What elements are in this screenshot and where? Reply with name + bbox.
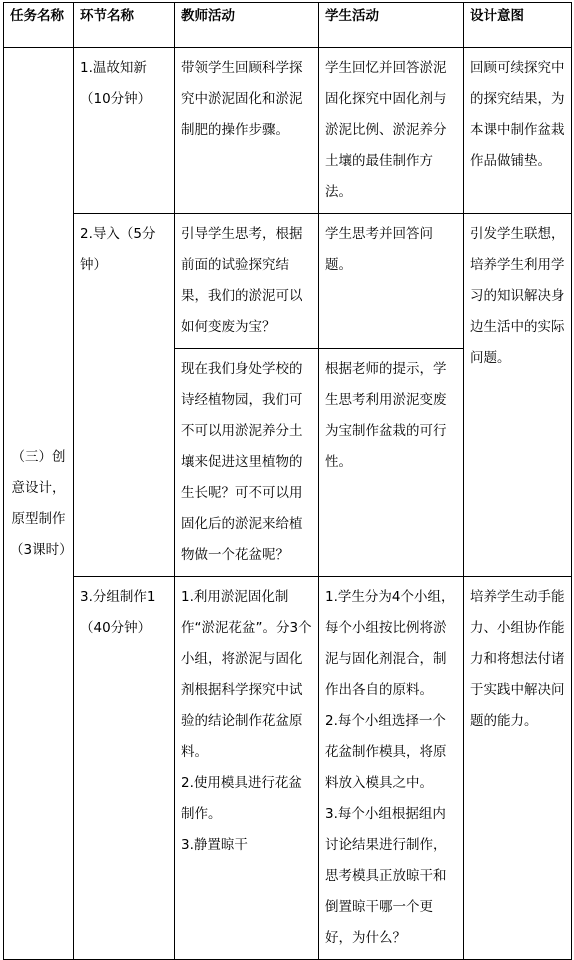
header-student-activity: 学生活动 xyxy=(319,3,464,48)
teacher-activity-cell: 现在我们身处学校的诗经植物园，我们可不可以用淤泥养分土壤来促进这里植物的生长呢？可不可以用固化后的淤泥来给植物做一个花盆呢？ xyxy=(175,349,319,577)
design-intent-cell: 培养学生动手能力、小组协作能力和将想法付诸于实践中解决问题的能力。 xyxy=(464,577,572,960)
student-activity-cell: 根据老师的提示，学生思考利用淤泥变废为宝制作盆栽的可行性。 xyxy=(319,349,464,577)
header-task-name: 任务名称 xyxy=(4,3,74,48)
teacher-step-2: 2.使用模具进行花盆制作。 xyxy=(181,775,302,822)
table-row xyxy=(4,214,572,349)
table-row xyxy=(4,48,572,214)
student-activity-cell: 学生回忆并回答淤泥固化探究中固化剂与淤泥比例、淤泥养分土壤的最佳制作方法。 xyxy=(319,48,464,214)
header-row xyxy=(4,3,572,48)
design-intent-cell: 回顾可续探究中的探究结果，为本课中制作盆栽作品做铺垫。 xyxy=(464,48,572,214)
header-teacher-activity: 教师活动 xyxy=(175,3,319,48)
teacher-step-3: 3.静置晾干 xyxy=(181,837,248,853)
design-intent-cell: 引发学生联想，培养学生利用学习的知识解决身边生活中的实际问题。 xyxy=(464,214,572,577)
stage-cell: 2.导入（5分钟） xyxy=(74,214,175,577)
header-stage-name: 环节名称 xyxy=(74,3,175,48)
header-design-intent: 设计意图 xyxy=(464,3,572,48)
teacher-step-1: 1.利用淤泥固化制作“淤泥花盆”。分3个小组，将淤泥与固化剂根据科学探究中试验的结论制作花盆原料。 xyxy=(181,589,312,760)
teacher-activity-cell: 引导学生思考，根据前面的试验探究结果，我们的淤泥可以如何变废为宝？ xyxy=(175,214,319,349)
student-activity-cell xyxy=(319,577,464,960)
stage-cell: 3.分组制作1（40分钟） xyxy=(74,577,175,960)
student-activity-cell: 学生思考并回答问题。 xyxy=(319,214,464,349)
teacher-activity-cell xyxy=(175,577,319,960)
student-step-2: 2.每个小组选择一个花盆制作模具，将原料放入模具之中。 xyxy=(325,713,447,791)
task-name-cell: （三）创意设计，原型制作（3课时） xyxy=(4,48,74,960)
table-row xyxy=(4,577,572,960)
lesson-plan-table xyxy=(3,2,572,960)
teacher-activity-cell: 带领学生回顾科学探究中淤泥固化和淤泥制肥的操作步骤。 xyxy=(175,48,319,214)
stage-cell: 1.温故知新（10分钟） xyxy=(74,48,175,214)
student-step-1: 1.学生分为4个小组，每个小组按比例将淤泥与固化剂混合，制作出各自的原料。 xyxy=(325,589,455,698)
student-step-3: 3.每个小组根据组内讨论结果进行制作，思考模具正放晾干和倒置晾干哪一个更好，为什么？ xyxy=(325,806,447,946)
